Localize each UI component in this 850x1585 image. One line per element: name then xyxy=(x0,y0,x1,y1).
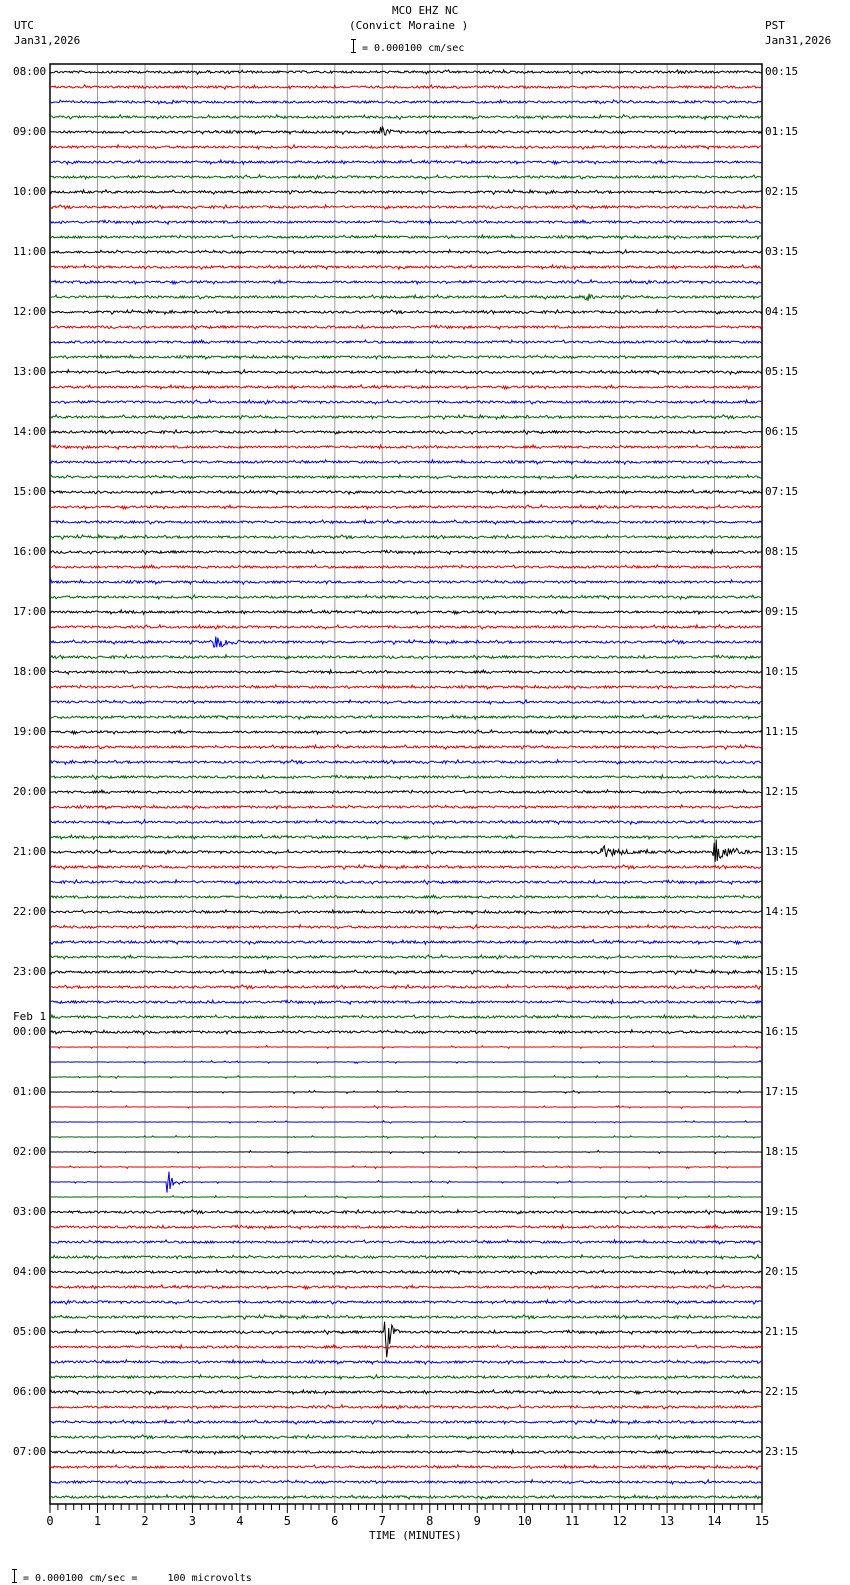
trace-line xyxy=(50,1210,762,1214)
pst-hour-label: 01:15 xyxy=(765,125,799,138)
utc-hour-label: 19:00 xyxy=(13,725,47,738)
trace-line xyxy=(50,490,762,494)
utc-label: UTC xyxy=(14,19,34,32)
trace-line xyxy=(50,415,762,420)
trace-line xyxy=(50,1225,762,1229)
x-tick-label: 8 xyxy=(426,1514,434,1528)
trace-line xyxy=(50,1360,762,1364)
trace-line xyxy=(50,550,762,554)
trace-line xyxy=(50,127,762,135)
pst-hour-label: 18:15 xyxy=(765,1145,799,1158)
x-tick-label: 0 xyxy=(46,1514,54,1528)
pst-hour-label: 13:15 xyxy=(765,845,799,858)
pst-hour-label: 06:15 xyxy=(765,425,799,438)
x-tick-label: 10 xyxy=(517,1514,532,1528)
trace-line xyxy=(50,220,762,224)
trace-line xyxy=(50,865,762,869)
trace-line xyxy=(50,835,762,839)
trace-line xyxy=(50,475,762,479)
trace-line xyxy=(50,250,762,254)
trace-line xyxy=(50,265,762,269)
trace-line xyxy=(50,100,762,104)
x-tick-label: 9 xyxy=(473,1514,481,1528)
x-tick-label: 14 xyxy=(707,1514,722,1528)
trace-line xyxy=(50,385,762,389)
utc-hour-label: 23:00 xyxy=(13,965,47,978)
pst-hour-label: 09:15 xyxy=(765,605,799,618)
utc-hour-label: 01:00 xyxy=(13,1085,47,1098)
trace-line xyxy=(50,370,762,374)
trace-line xyxy=(50,760,762,764)
trace-line xyxy=(50,805,762,809)
utc-hour-label: 04:00 xyxy=(13,1265,47,1278)
trace-line xyxy=(50,925,762,929)
trace-line xyxy=(50,985,762,989)
trace-line xyxy=(50,775,762,779)
pst-hour-label: 04:15 xyxy=(765,305,799,318)
pst-hour-label: 14:15 xyxy=(765,905,799,918)
trace-line xyxy=(50,1196,762,1199)
trace-line xyxy=(50,1420,762,1425)
trace-line xyxy=(50,1172,762,1193)
utc-hour-label: 17:00 xyxy=(13,605,47,618)
trace-line xyxy=(50,625,762,629)
trace-line xyxy=(50,1390,762,1394)
pst-hour-label: 19:15 xyxy=(765,1205,799,1218)
pst-hour-label: 02:15 xyxy=(765,185,799,198)
trace-line xyxy=(50,445,762,449)
utc-hour-label: 12:00 xyxy=(13,305,47,318)
trace-line xyxy=(50,1345,762,1349)
trace-line xyxy=(50,294,762,301)
trace-line xyxy=(50,610,762,614)
trace-line xyxy=(50,1061,762,1064)
pst-hour-label: 07:15 xyxy=(765,485,799,498)
trace-line xyxy=(50,1030,762,1034)
trace-line xyxy=(50,940,762,944)
pst-hour-label: 22:15 xyxy=(765,1385,799,1398)
pst-hour-label: 17:15 xyxy=(765,1085,799,1098)
x-tick-label: 3 xyxy=(188,1514,197,1528)
trace-line xyxy=(50,955,762,959)
x-axis-label: TIME (MINUTES) xyxy=(369,1529,462,1542)
pst-hour-label: 00:15 xyxy=(765,65,799,78)
utc-hour-label: 18:00 xyxy=(13,665,47,678)
pst-label: PST xyxy=(765,19,785,32)
pst-hour-label: 05:15 xyxy=(765,365,799,378)
trace-line xyxy=(50,1495,762,1499)
trace-line xyxy=(50,910,762,914)
x-tick-label: 7 xyxy=(378,1514,386,1528)
trace-line xyxy=(50,730,762,734)
trace-line xyxy=(50,895,762,899)
pst-hour-label: 21:15 xyxy=(765,1325,799,1338)
trace-line xyxy=(50,655,762,659)
footer-scale-note: = 0.000100 cm/sec = 100 microvolts xyxy=(23,1573,252,1584)
utc-hour-label: 15:00 xyxy=(13,485,47,498)
trace-line xyxy=(50,595,762,599)
trace-line xyxy=(50,1435,762,1439)
pst-hour-label: 12:15 xyxy=(765,785,799,798)
trace-line xyxy=(50,340,762,344)
trace-line xyxy=(50,670,762,674)
trace-line xyxy=(50,1375,762,1379)
x-tick-label: 12 xyxy=(612,1514,627,1528)
trace-line xyxy=(50,715,762,719)
trace-line xyxy=(50,355,762,359)
trace-line xyxy=(50,565,762,569)
x-tick-label: 2 xyxy=(141,1514,149,1528)
pst-date: Jan31,2026 xyxy=(765,34,832,47)
trace-line xyxy=(50,1151,762,1154)
trace-line xyxy=(50,1315,762,1319)
trace-line xyxy=(50,745,762,750)
trace-line xyxy=(50,840,762,862)
pst-hour-label: 16:15 xyxy=(765,1025,799,1038)
utc-hour-label: 22:00 xyxy=(13,905,47,918)
pst-hour-label: 08:15 xyxy=(765,545,799,558)
trace-line xyxy=(50,636,762,647)
trace-line xyxy=(50,115,762,120)
trace-line xyxy=(50,1046,762,1049)
trace-line xyxy=(50,325,762,329)
trace-line xyxy=(50,580,762,584)
trace-line xyxy=(50,1405,762,1409)
trace-line xyxy=(50,970,762,975)
trace-line xyxy=(50,70,762,74)
trace-line xyxy=(50,880,762,884)
trace-line xyxy=(50,175,762,179)
utc-hour-label: 06:00 xyxy=(13,1385,47,1398)
utc-hour-label: 08:00 xyxy=(13,65,47,78)
date-change-label: Feb 1 xyxy=(13,1010,47,1023)
pst-hour-label: 03:15 xyxy=(765,245,799,258)
scale-text: = 0.000100 cm/sec xyxy=(362,43,465,54)
utc-hour-label: 03:00 xyxy=(13,1205,47,1218)
trace-line xyxy=(50,1240,762,1244)
utc-hour-label: 21:00 xyxy=(13,845,47,858)
trace-line xyxy=(50,160,762,164)
utc-hour-label: 09:00 xyxy=(13,125,47,138)
trace-line xyxy=(50,1255,762,1259)
utc-hour-label: 10:00 xyxy=(13,185,47,198)
utc-hour-label: 02:00 xyxy=(13,1145,47,1158)
trace-line xyxy=(50,1106,762,1109)
trace-line xyxy=(50,685,762,689)
trace-line xyxy=(50,700,762,704)
utc-date: Jan31,2026 xyxy=(14,34,81,47)
trace-line xyxy=(50,1015,762,1019)
station-title: MCO EHZ NC xyxy=(392,4,459,17)
trace-line xyxy=(50,1166,762,1169)
trace-line xyxy=(50,145,762,149)
trace-line xyxy=(50,790,762,794)
trace-line xyxy=(50,205,762,209)
trace-line xyxy=(50,520,762,524)
trace-line xyxy=(50,280,762,284)
x-tick-label: 11 xyxy=(564,1514,580,1528)
pst-hour-label: 10:15 xyxy=(765,665,799,678)
utc-hour-label: 00:00 xyxy=(13,1025,47,1038)
pst-hour-label: 23:15 xyxy=(765,1445,799,1458)
utc-hour-label: 07:00 xyxy=(13,1445,47,1458)
utc-hour-label: 13:00 xyxy=(13,365,47,378)
pst-hour-label: 20:15 xyxy=(765,1265,799,1278)
trace-line xyxy=(50,1300,762,1304)
utc-hour-label: 14:00 xyxy=(13,425,47,438)
x-tick-label: 13 xyxy=(659,1514,675,1528)
x-tick-label: 6 xyxy=(331,1514,339,1528)
trace-line xyxy=(50,430,762,434)
trace-line xyxy=(50,460,762,464)
trace-line xyxy=(50,1136,762,1139)
trace-line xyxy=(50,235,762,239)
trace-line xyxy=(50,1076,762,1079)
x-tick-label: 4 xyxy=(236,1514,244,1528)
utc-hour-label: 16:00 xyxy=(13,545,47,558)
trace-line xyxy=(50,85,762,89)
utc-hour-label: 20:00 xyxy=(13,785,47,798)
trace-line xyxy=(50,190,762,195)
trace-line xyxy=(50,1465,762,1469)
trace-line xyxy=(50,1285,762,1289)
trace-line xyxy=(50,1000,762,1004)
pst-hour-label: 15:15 xyxy=(765,965,799,978)
trace-line xyxy=(50,1450,762,1454)
trace-line xyxy=(50,535,762,540)
trace-line xyxy=(50,820,762,824)
utc-hour-label: 05:00 xyxy=(13,1325,47,1338)
trace-line xyxy=(50,1480,762,1484)
trace-line xyxy=(50,505,762,509)
trace-line xyxy=(50,1322,762,1358)
footer-scale-icon xyxy=(12,1569,17,1583)
utc-hour-label: 11:00 xyxy=(13,245,47,258)
trace-line xyxy=(50,1091,762,1094)
trace-line xyxy=(50,1270,762,1274)
trace-line xyxy=(50,310,762,315)
x-tick-label: 5 xyxy=(283,1514,291,1528)
x-tick-label: 15 xyxy=(754,1514,770,1528)
x-tick-label: 1 xyxy=(93,1514,102,1528)
trace-line xyxy=(50,400,762,404)
pst-hour-label: 11:15 xyxy=(765,725,799,738)
trace-line xyxy=(50,1121,762,1123)
site-name: (Convict Moraine ) xyxy=(349,19,469,32)
